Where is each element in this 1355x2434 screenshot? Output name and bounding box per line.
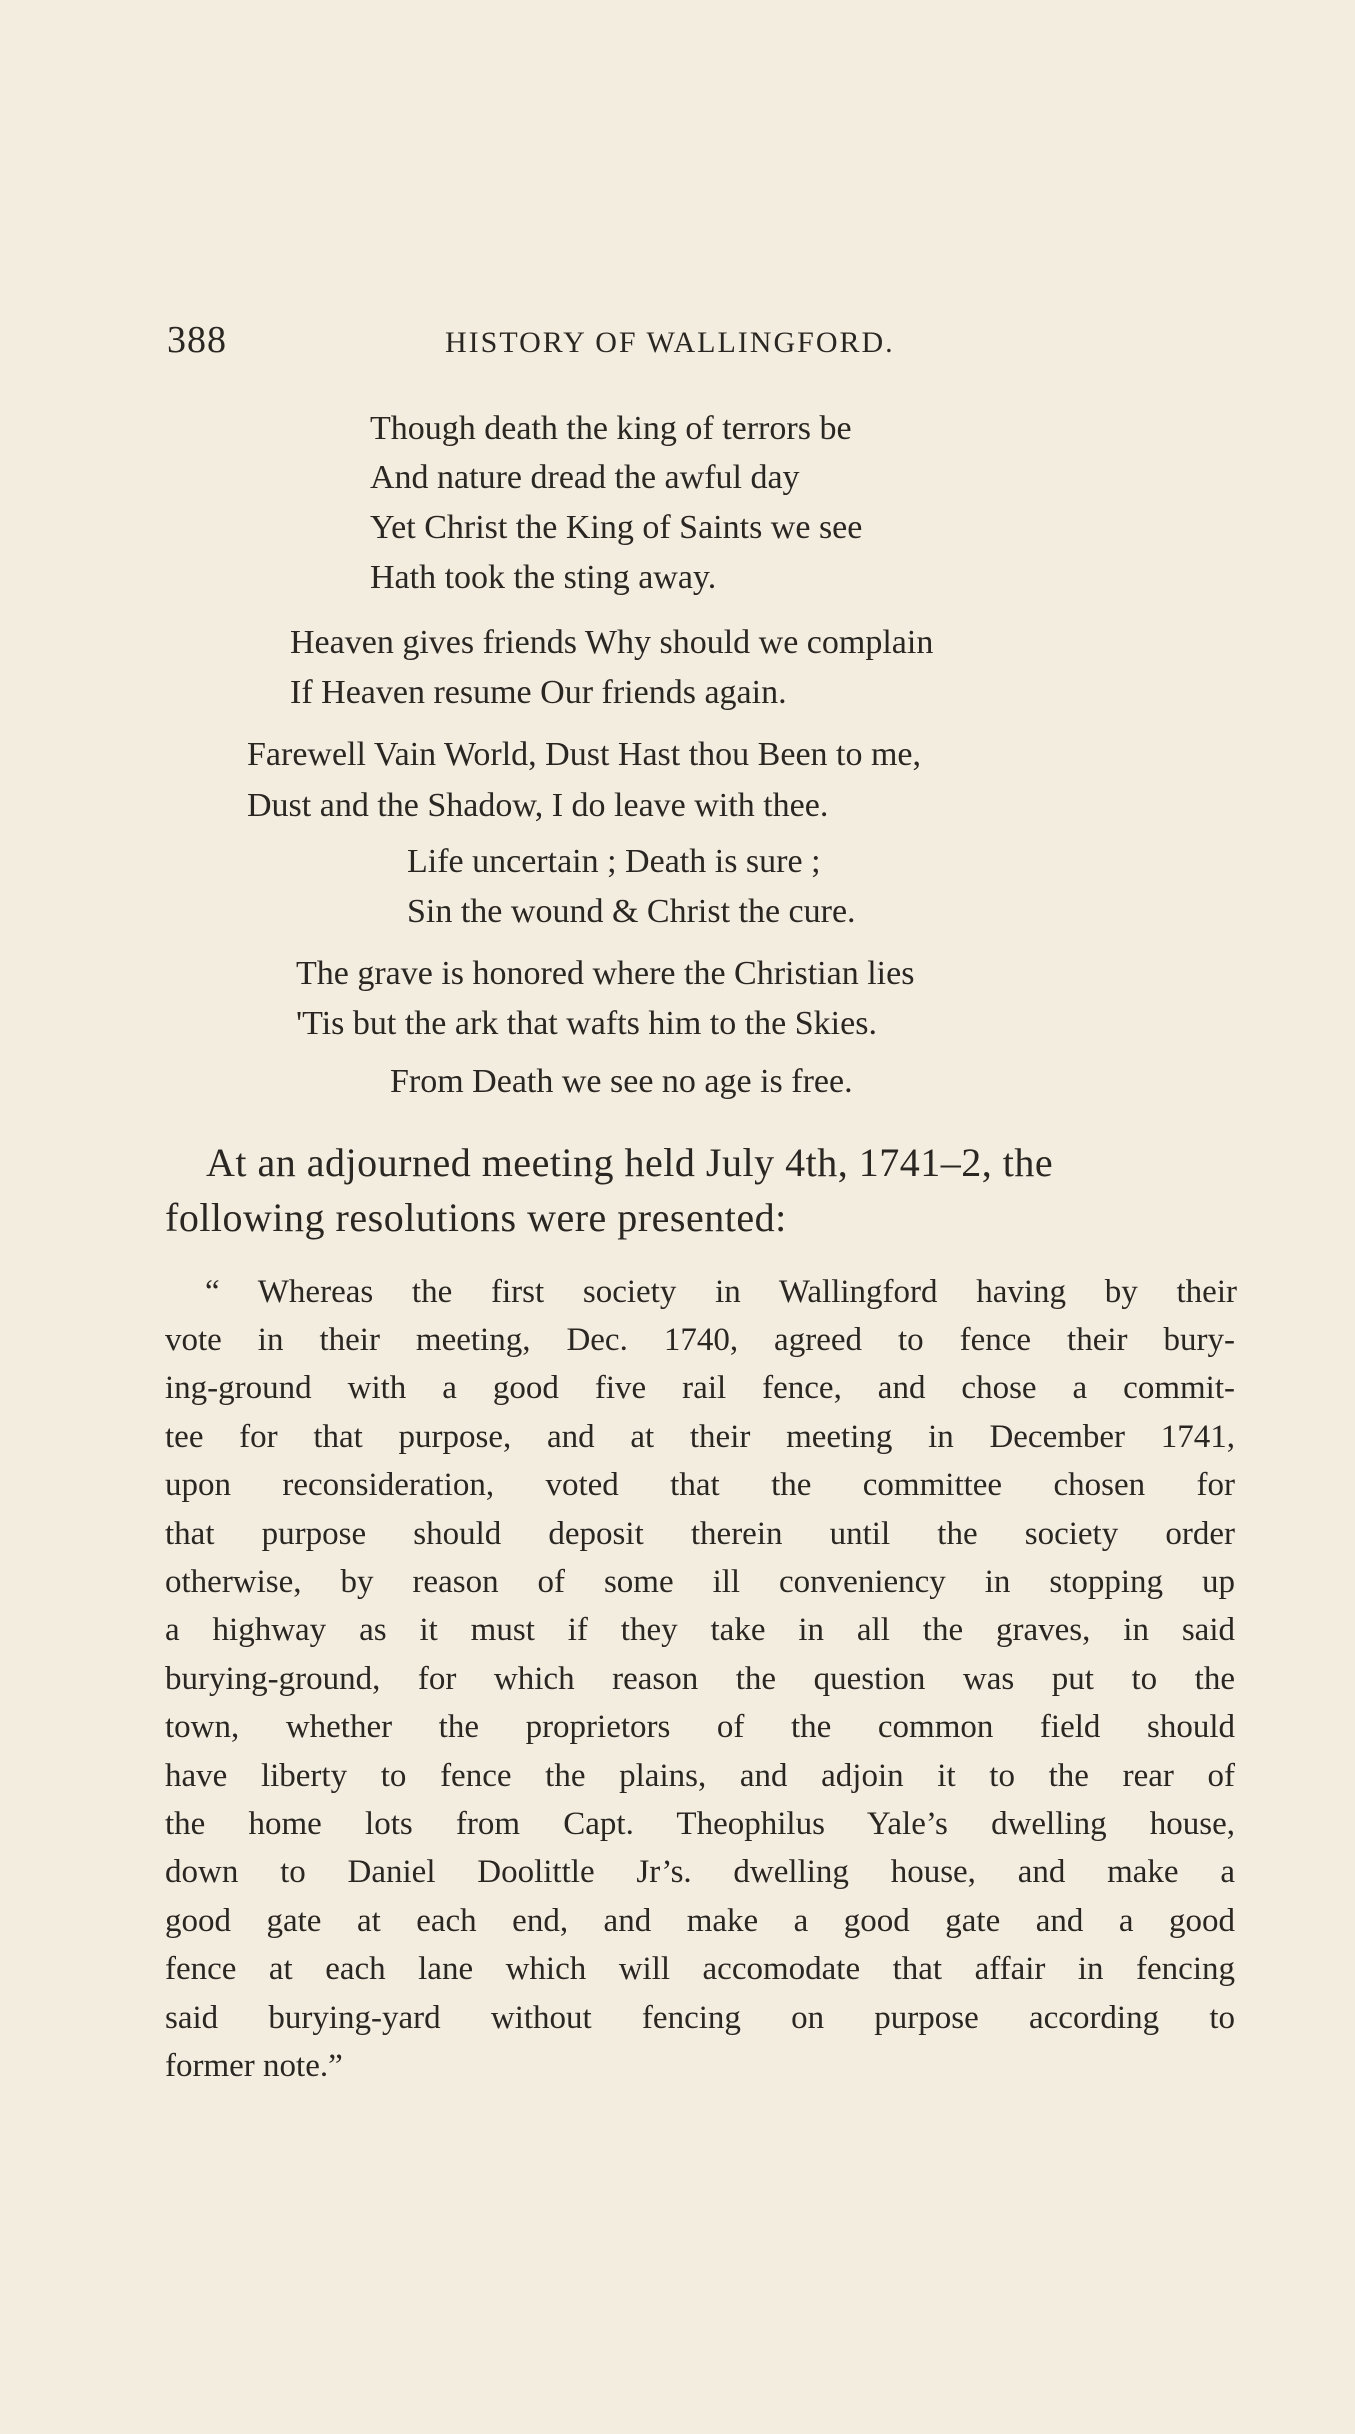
resolution-line: former note.” — [165, 2048, 343, 2084]
resolution-line: good gate at each end, and make a good gate and a good — [165, 1903, 1235, 1939]
resolution-line: that purpose should deposit therein until the society order — [165, 1516, 1235, 1552]
page-header — [167, 318, 982, 368]
poem-line: Yet Christ the King of Saints we see — [370, 509, 863, 546]
running-title: HISTORY OF WALLINGFORD. — [445, 326, 895, 359]
resolution-line: a highway as it must if they take in all the graves, in said — [165, 1612, 1235, 1648]
poem-line: The grave is honored where the Christian lies — [296, 955, 915, 992]
poem-line: Heaven gives friends Why should we complain — [290, 624, 934, 661]
poem-line: And nature dread the awful day — [370, 459, 800, 496]
resolution-line: tee for that purpose, and at their meeting in December 1741, — [165, 1419, 1235, 1455]
resolution-line: otherwise, by reason of some ill conveniency in stopping up — [165, 1564, 1235, 1600]
intro-line: following resolutions were presented: — [165, 1195, 787, 1240]
resolution-line: burying-ground, for which reason the question was put to the — [165, 1661, 1235, 1697]
poem-line: Hath took the sting away. — [370, 559, 717, 596]
poem-line: Though death the king of terrors be — [370, 410, 852, 447]
resolution-line: “ Whereas the first society in Wallingford having by their — [205, 1274, 1237, 1310]
resolution-line: town, whether the proprietors of the common field should — [165, 1709, 1235, 1745]
poem-line: 'Tis but the ark that wafts him to the Skies. — [296, 1005, 877, 1042]
poem-line: Sin the wound & Christ the cure. — [407, 893, 856, 930]
resolution-line: down to Daniel Doolittle Jr’s. dwelling house, and make a — [165, 1854, 1235, 1890]
poem-line: From Death we see no age is free. — [390, 1063, 853, 1100]
poem-line: If Heaven resume Our friends again. — [290, 674, 787, 711]
resolution-line: have liberty to fence the plains, and adjoin it to the rear of — [165, 1758, 1235, 1794]
resolution-line: said burying-yard without fencing on purpose according to — [165, 2000, 1235, 2036]
page-number: 388 — [167, 319, 227, 361]
resolution-line: ing-ground with a good five rail fence, and chose a commit- — [165, 1370, 1235, 1406]
resolution-line: upon reconsideration, voted that the committee chosen for — [165, 1467, 1235, 1503]
resolution-line: vote in their meeting, Dec. 1740, agreed to fence their bury- — [165, 1322, 1235, 1358]
poem-line: Farewell Vain World, Dust Hast thou Been to me, — [247, 736, 922, 773]
intro-line: At an adjourned meeting held July 4th, 1741–2, the — [206, 1140, 1054, 1185]
poem-line: Life uncertain ; Death is sure ; — [407, 843, 821, 880]
poem-line: Dust and the Shadow, I do leave with thee. — [247, 787, 829, 824]
resolution-line: fence at each lane which will accomodate that affair in fencing — [165, 1951, 1235, 1987]
resolution-line: the home lots from Capt. Theophilus Yale’s dwelling house, — [165, 1806, 1235, 1842]
